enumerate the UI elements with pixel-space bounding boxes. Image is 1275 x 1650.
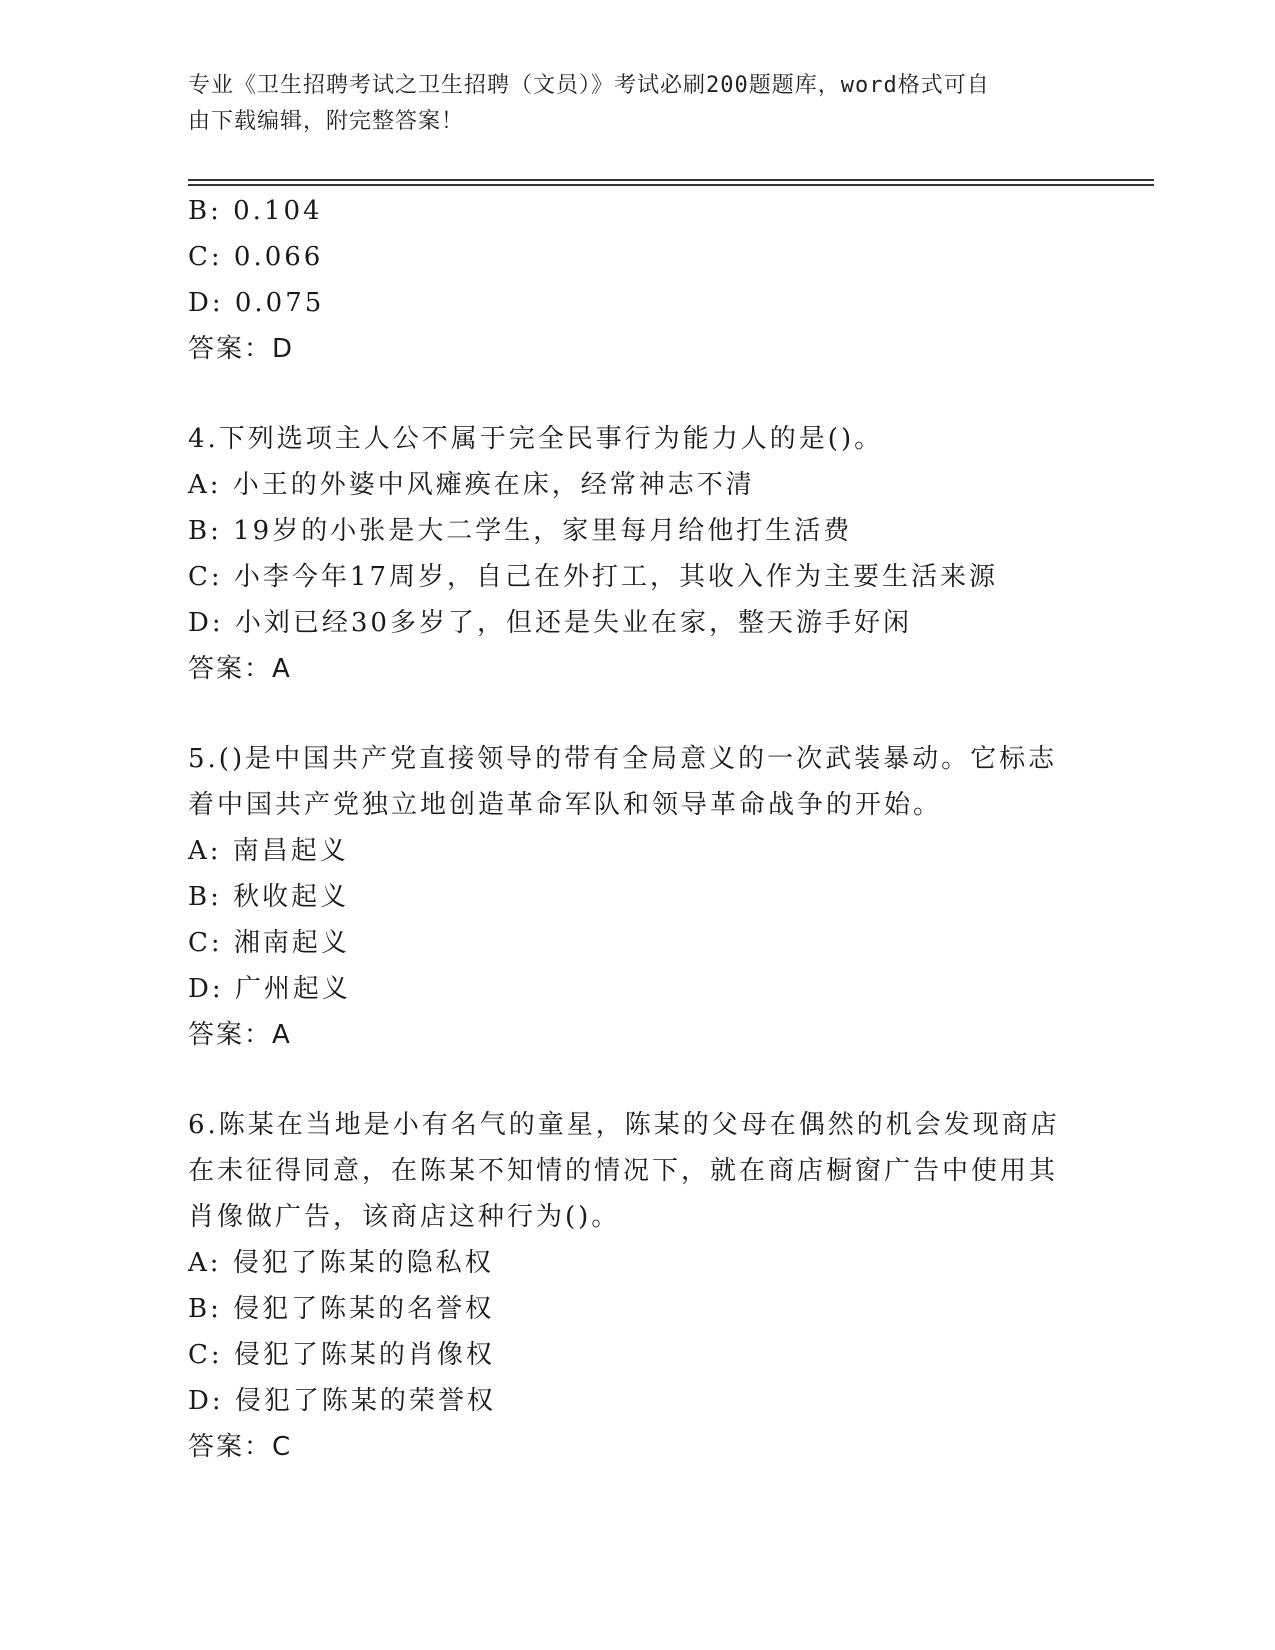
page-header xyxy=(188,68,1068,140)
answer: 答案：D xyxy=(188,334,295,364)
header-line-2: 由下载编辑，附完整答案！ xyxy=(188,109,465,134)
question-3-partial xyxy=(188,188,1088,372)
question-text-line-1: 5.()是中国共产党直接领导的带有全局意义的一次武装暴动。它标志 xyxy=(188,744,1058,774)
option-c: C: 侵犯了陈某的肖像权 xyxy=(188,1340,495,1370)
option-d: D: 0.075 xyxy=(188,288,325,318)
option-a: A: 小王的外婆中风瘫痪在床，经常神志不清 xyxy=(188,470,755,500)
header-rule-bottom xyxy=(188,184,1154,186)
header-rule-top xyxy=(188,179,1154,181)
option-d: D: 小刘已经30多岁了，但还是失业在家，整天游手好闲 xyxy=(188,608,912,638)
option-d: D: 广州起义 xyxy=(188,974,351,1004)
question-text-line-1: 6.陈某在当地是小有名气的童星，陈某的父母在偶然的机会发现商店 xyxy=(188,1110,1060,1140)
option-a: A: 南昌起义 xyxy=(188,836,349,866)
question-4 xyxy=(188,416,1088,692)
header-line-1: 专业《卫生招聘考试之卫生招聘（文员）》考试必刷200题题库，word格式可自 xyxy=(188,73,990,98)
question-6 xyxy=(188,1102,1088,1470)
option-b: B: 秋收起义 xyxy=(188,882,350,912)
question-text-line-2: 着中国共产党独立地创造革命军队和领导革命战争的开始。 xyxy=(188,790,943,820)
question-5 xyxy=(188,736,1088,1058)
question-text-line-3: 肖像做广告，该商店这种行为()。 xyxy=(188,1202,621,1232)
document-body xyxy=(188,188,1088,1470)
option-c: C: 小李今年17周岁，自己在外打工，其收入作为主要生活来源 xyxy=(188,562,999,592)
option-c: C: 0.066 xyxy=(188,242,324,272)
answer: 答案：A xyxy=(188,1020,292,1050)
option-c: C: 湘南起义 xyxy=(188,928,350,958)
question-text-line-2: 在未征得同意，在陈某不知情的情况下，就在商店橱窗广告中使用其 xyxy=(188,1156,1059,1186)
answer: 答案：A xyxy=(188,654,292,684)
question-text: 4.下列选项主人公不属于完全民事行为能力人的是()。 xyxy=(188,424,884,454)
answer: 答案：C xyxy=(188,1432,293,1462)
option-b: B: 0.104 xyxy=(188,196,323,226)
option-b: B: 侵犯了陈某的名誉权 xyxy=(188,1294,495,1324)
option-b: B: 19岁的小张是大二学生，家里每月给他打生活费 xyxy=(188,516,853,546)
option-a: A: 侵犯了陈某的隐私权 xyxy=(188,1248,494,1278)
option-d: D: 侵犯了陈某的荣誉权 xyxy=(188,1386,496,1416)
